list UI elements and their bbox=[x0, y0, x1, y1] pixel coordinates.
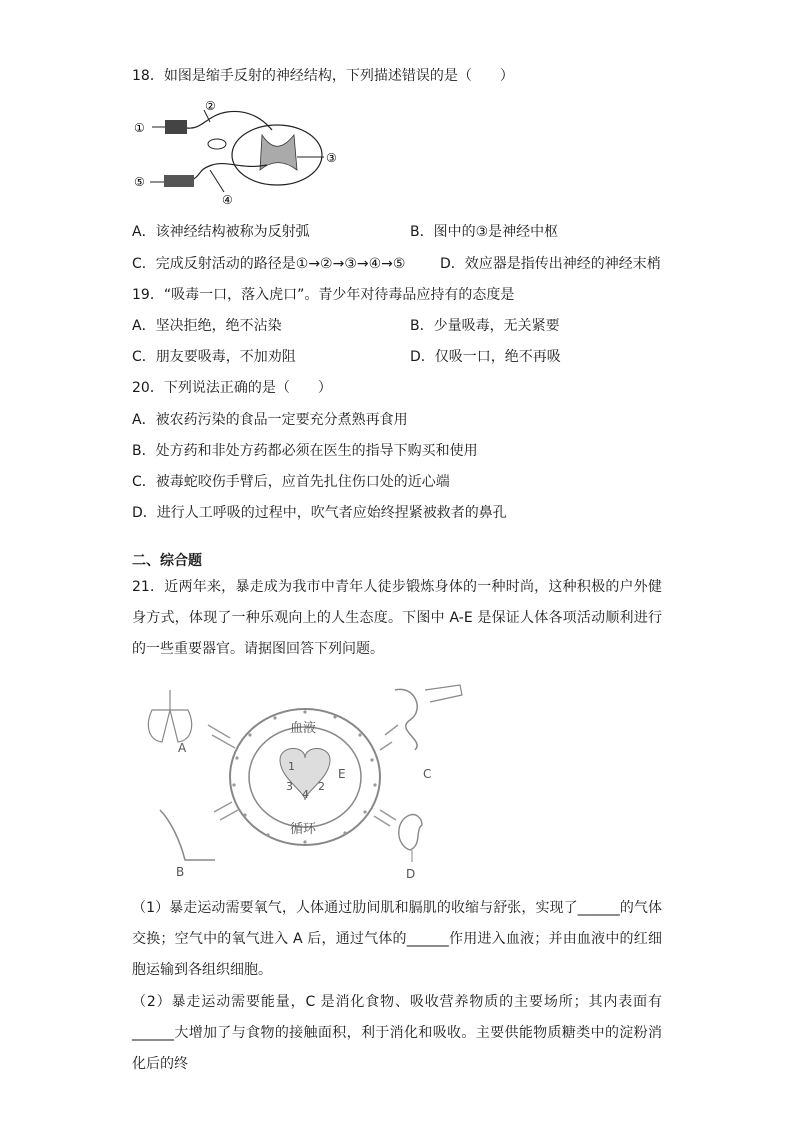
organ-label-a: A bbox=[178, 741, 187, 755]
q19-option-a: A．坚决拒绝，绝不沾染 bbox=[132, 318, 282, 334]
q19-option-d: D．仅吸一口，绝不再吸 bbox=[410, 349, 561, 365]
receptor-shape bbox=[165, 120, 187, 134]
q18-option-b: B．图中的③是神经中枢 bbox=[410, 224, 559, 240]
fig-label-2: ② bbox=[205, 100, 216, 113]
q18-option-c: C．完成反射活动的路径是①→②→③→④→⑤ bbox=[132, 256, 406, 272]
q21-stem: 21．近两年来，暴走成为我市中青年人徒步锻炼身体的一种时尚，这种积极的户外健身方式，体现了一种乐观向上的人生态度。下图中 A-E 是保证人体各项活动顺利进行的一些重要器官。请据图回答下列问题。 bbox=[132, 579, 662, 657]
q20-option-c: C．被毒蛇咬伤手臂后，应首先扎住伤口处的近心端 bbox=[132, 474, 450, 490]
heart-num-1: 1 bbox=[288, 760, 295, 773]
organ-label-b: B bbox=[176, 865, 185, 879]
circulation-label: 循环 bbox=[290, 822, 317, 837]
q18-stem: 18．如图是缩手反射的神经结构，下列描述错误的是（ ） bbox=[132, 68, 514, 84]
q20-option-a: A．被农药污染的食品一定要充分煮熟再食用 bbox=[132, 412, 408, 428]
q20-option-d: D．进行人工呼吸的过程中，吹气者应始终捏紧被救者的鼻孔 bbox=[132, 505, 507, 521]
q21-sub2: （2）暴走运动需要能量，C 是消化食物、吸收营养物质的主要场所；其内表面有______大增加了与食物的接触面积，利于消化和吸收。主要供能物质糖类中的淀粉消化后的终 bbox=[132, 994, 662, 1072]
q18-option-d: D．效应器是指传出神经的神经末梢 bbox=[440, 256, 661, 272]
fig-label-3: ③ bbox=[326, 151, 337, 165]
q20-stem: 20．下列说法正确的是（ ） bbox=[132, 380, 332, 396]
reflex-arc-diagram bbox=[132, 100, 352, 210]
q21-sub1: （1）暴走运动需要氧气，人体通过肋间肌和膈肌的收缩与舒张，实现了______的气体交换；空气中的氧气进入 A 后，通过气体的______作用进入血液；并由血液中的红细胞运输到各组织细胞。 bbox=[132, 900, 662, 978]
fig-label-5: ⑤ bbox=[134, 175, 145, 189]
kidney-shape bbox=[399, 815, 422, 850]
fig-label-4: ④ bbox=[222, 193, 233, 207]
lungs-shape bbox=[148, 710, 191, 742]
organ-label-c: C bbox=[423, 767, 432, 781]
fig-label-1: ① bbox=[134, 121, 145, 135]
effector-shape bbox=[164, 175, 194, 187]
blood-label: 血液 bbox=[290, 721, 317, 736]
organ-label-e: E bbox=[338, 767, 346, 781]
heart-num-2: 2 bbox=[318, 780, 325, 793]
limb-shape bbox=[160, 810, 215, 860]
efferent-nerve bbox=[192, 164, 267, 180]
heart-num-3: 3 bbox=[286, 780, 293, 793]
section-title: 二、综合题 bbox=[132, 553, 202, 569]
circulation-diagram bbox=[140, 680, 480, 880]
q18-option-a: A．该神经结构被称为反射弧 bbox=[132, 224, 310, 240]
q19-option-b: B．少量吸毒，无关紧要 bbox=[410, 318, 560, 334]
digestive-organ-shape bbox=[395, 689, 417, 750]
heart-num-4: 4 bbox=[302, 788, 309, 801]
q19-stem: 19．“吸毒一口，落入虎口”。青少年对待毒品应持有的态度是 bbox=[132, 287, 515, 303]
organ-label-d: D bbox=[406, 867, 416, 880]
q19-option-c: C．朋友要吸毒，不加劝阻 bbox=[132, 349, 296, 365]
q20-option-b: B．处方药和非处方药都必须在医生的指导下购买和使用 bbox=[132, 443, 478, 459]
